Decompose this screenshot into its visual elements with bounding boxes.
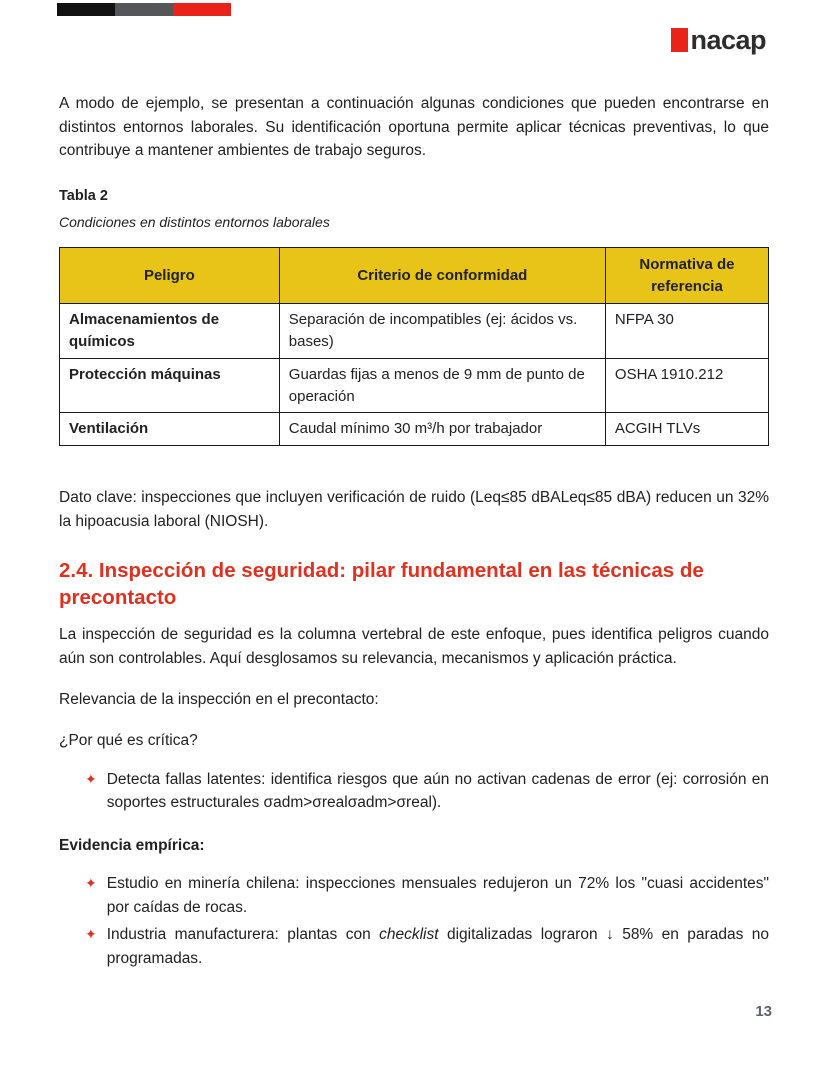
- list-item: [59, 872, 769, 919]
- page-number: 13: [755, 1003, 772, 1020]
- list-item: [59, 768, 769, 815]
- column-header-criterio: Criterio de conformidad: [279, 247, 605, 304]
- column-header-normativa: Normativa de referencia: [605, 247, 768, 304]
- table-header-row: [60, 247, 769, 304]
- list-item-text: Detecta fallas latentes: identifica riesgos que aún no activan cadenas de error (ej: corrosión en soportes estructurales σadm>σrealσadm>σreal).: [106, 770, 769, 812]
- cell-peligro: Almacenamientos de químicos: [60, 304, 280, 359]
- intro-paragraph: A modo de ejemplo, se presentan a continuación algunas condiciones que pueden encontrarse en distintos entornos laborales. Su identificación oportuna permite aplicar técnicas preventivas, lo que contribuye a mantener ambientes de trabajo seguros.: [59, 95, 769, 160]
- table-row: [60, 413, 769, 446]
- section-heading: 2.4. Inspección de seguridad: pilar fundamental en las técnicas de precontacto: [59, 559, 704, 610]
- table-row: [60, 304, 769, 359]
- bar-segment-black: [57, 3, 115, 16]
- table-caption: Condiciones en distintos entornos laborales: [59, 213, 330, 230]
- conditions-table: [59, 247, 769, 446]
- bar-segment-gray: [115, 3, 173, 16]
- top-color-bar: [57, 3, 231, 16]
- key-fact-paragraph: Dato clave: inspecciones que incluyen verificación de ruido (Leq≤85 dBALeq≤85 dBA) reducen un 32% la hipoacusia laboral (NIOSH).: [59, 489, 769, 530]
- cell-normativa: ACGIH TLVs: [605, 413, 768, 446]
- cell-criterio: Separación de incompatibles (ej: ácidos vs. bases): [279, 304, 605, 359]
- list-item-text: Estudio en minería chilena: inspecciones mensuales redujeron un 72% los "cuasi accidentes" por caídas de rocas.: [106, 875, 769, 916]
- why-critical-line: ¿Por qué es crítica?: [59, 732, 198, 750]
- page-content: [59, 92, 769, 970]
- cell-criterio: Caudal mínimo 30 m³/h por trabajador: [279, 413, 605, 446]
- bullet-star-icon: ✦: [85, 875, 97, 892]
- bar-segment-red: [173, 3, 231, 16]
- table-label: Tabla 2: [59, 187, 108, 204]
- list-item-text: Industria manufacturera: plantas con checklist digitalizadas lograron ↓ 58% en paradas no programadas.: [106, 926, 769, 967]
- inacap-logo: [671, 27, 766, 54]
- list-item: [59, 923, 769, 970]
- cell-normativa: NFPA 30: [605, 304, 768, 359]
- section-lead-paragraph: La inspección de seguridad es la columna vertebral de este enfoque, pues identifica peligros cuando aún son controlables. Aquí desglosamos su relevancia, mecanismos y aplicación práctica.: [59, 626, 769, 667]
- cell-peligro: Ventilación: [60, 413, 280, 446]
- cell-peligro: Protección máquinas: [60, 358, 280, 413]
- relevance-line: Relevancia de la inspección en el precontacto:: [59, 691, 379, 709]
- evidence-title: Evidencia empírica:: [59, 836, 205, 854]
- bullet-star-icon: ✦: [85, 926, 97, 943]
- bullet-star-icon: ✦: [85, 770, 97, 787]
- cell-criterio: Guardas fijas a menos de 9 mm de punto de operación: [279, 358, 605, 413]
- cell-normativa: OSHA 1910.212: [605, 358, 768, 413]
- inacap-logo-mark: [671, 28, 688, 52]
- table-row: [60, 358, 769, 413]
- column-header-peligro: Peligro: [60, 247, 280, 304]
- inacap-logo-text: nacap: [690, 25, 766, 55]
